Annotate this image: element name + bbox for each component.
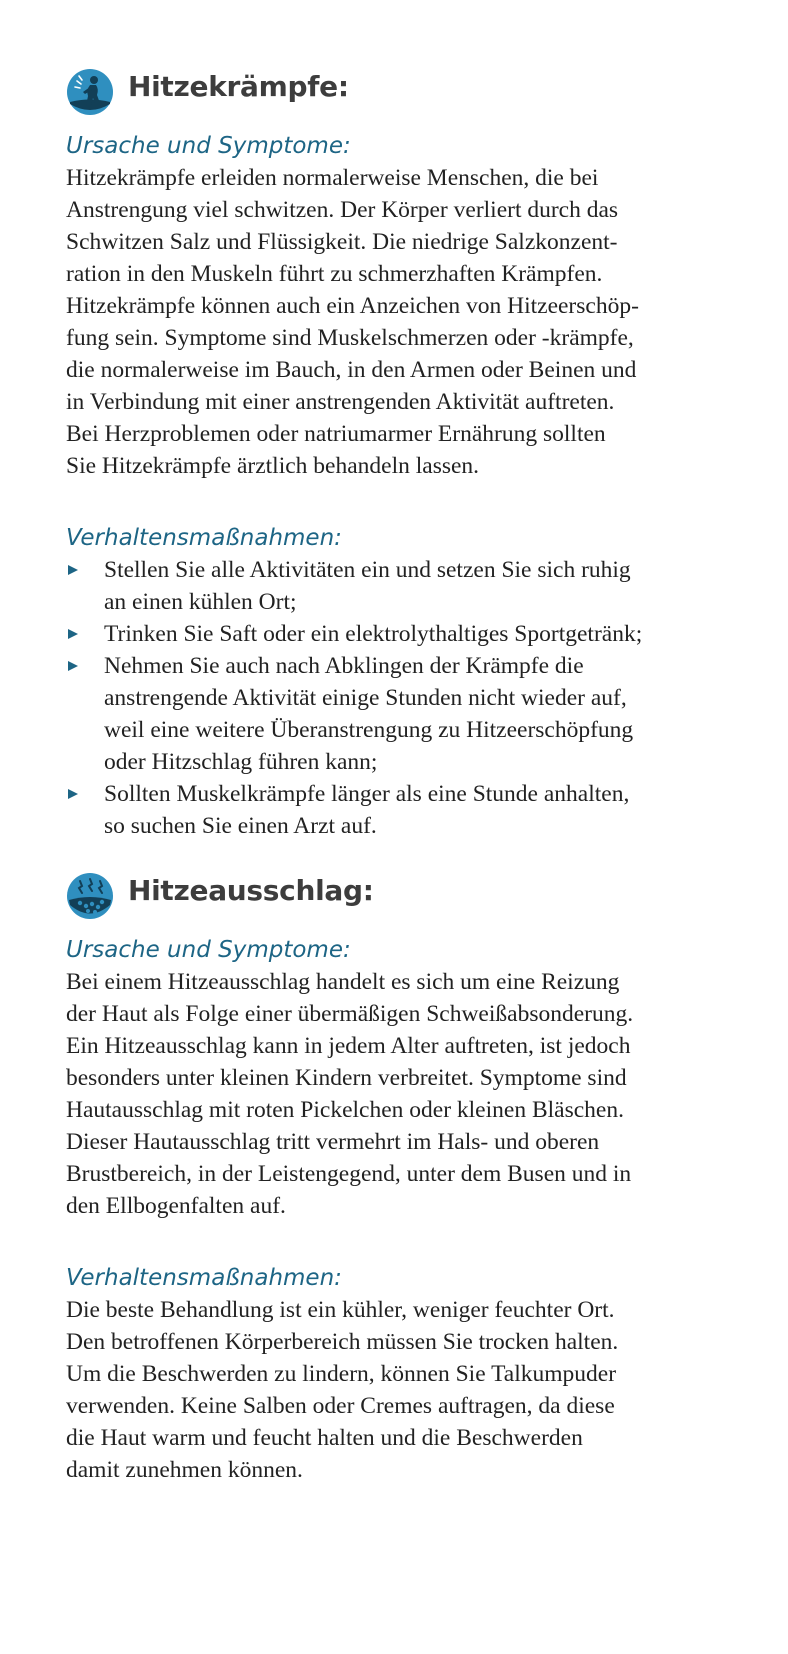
list-item-text: Sollten Muskelkrämpfe länger als eine Stunde anhalten, so suchen Sie einen Arzt auf.: [104, 781, 630, 839]
list-item-text: Trinken Sie Saft oder ein elektrolythaltiges Sportgetränk;: [104, 621, 643, 647]
cause-text: Bei einem Hitzeausschlag handelt es sich um eine Reizung der Haut als Folge einer übermäßigen Schweißabsonderung. Ein Hitzeausschlag kann in jedem Alter auftreten, ist jedoch besonders unter kleinen Kindern verbreitet. Symptome sind Hautausschlag mit roten Pickelchen oder kleinen Bläschen. Dieser Hautausschlag tritt vermehrt im Hals- und oberen Brustbereich, in der Leistengegend, unter dem Busen und in den Ellbogenfalten auf.: [66, 969, 634, 1219]
bullet-arrow-icon: [68, 629, 78, 639]
list-item: [66, 650, 746, 778]
heat-rash-icon: [66, 872, 114, 920]
section-heading: [66, 872, 746, 926]
measures-heading: Verhaltensmaßnahmen:: [66, 525, 342, 551]
measures-heading: Verhaltensmaßnahmen:: [66, 1265, 342, 1291]
list-item: [66, 778, 746, 842]
section-heat-cramps: [66, 68, 746, 842]
list-item-text: Stellen Sie alle Aktivitäten ein und setzen Sie sich ruhig an einen kühlen Ort;: [104, 557, 631, 615]
measures-text: Die beste Behandlung ist ein kühler, weniger feuchter Ort. Den betroffenen Körperbereich müssen Sie trocken halten. Um die Beschwerden zu lindern, können Sie Talkumpuder verwenden. Keine Salben oder Cremes auftragen, da diese die Haut warm und feucht halten und die Beschwerden damit zunehmen können.: [66, 1297, 619, 1483]
list-item-text: Nehmen Sie auch nach Abklingen der Krämpfe die anstrengende Aktivität einige Stunden nicht wieder auf, weil eine weitere Überanstrengung zu Hitzeerschöpfung oder Hitzschlag führen kann;: [104, 653, 634, 775]
cause-heading: Ursache und Symptome:: [66, 937, 351, 963]
heat-cramps-icon: [66, 68, 114, 116]
section-title: Hitzeausschlag:: [128, 874, 374, 907]
bullet-arrow-icon: [68, 789, 78, 799]
list-item: [66, 618, 746, 650]
bullet-arrow-icon: [68, 565, 78, 575]
bullet-arrow-icon: [68, 661, 78, 671]
list-item: [66, 554, 746, 618]
section-heat-rash: [66, 872, 746, 1486]
section-title: Hitzekrämpfe:: [128, 70, 349, 103]
measures-list: [66, 554, 746, 842]
section-heading: [66, 68, 746, 122]
cause-heading: Ursache und Symptome:: [66, 133, 351, 159]
cause-text: Hitzekrämpfe erleiden normalerweise Menschen, die bei Anstrengung viel schwitzen. Der Körper verliert durch das Schwitzen Salz und Flüssigkeit. Die niedrige Salzkonzent- ration in den Muskeln führt zu schmerzhaften Krämpfen. Hitzekrämpfe können auch ein Anzeichen von Hitzeerschöp- fung sein. Symptome sind Muskelschmerzen oder -krämpfe, die normalerweise im Bauch, in den Armen oder Beinen und in Verbindung mit einer anstrengenden Aktivität auftreten. Bei Herzproblemen oder natriumarmer Ernährung sollten Sie Hitzekrämpfe ärztlich behandeln lassen.: [66, 165, 639, 479]
